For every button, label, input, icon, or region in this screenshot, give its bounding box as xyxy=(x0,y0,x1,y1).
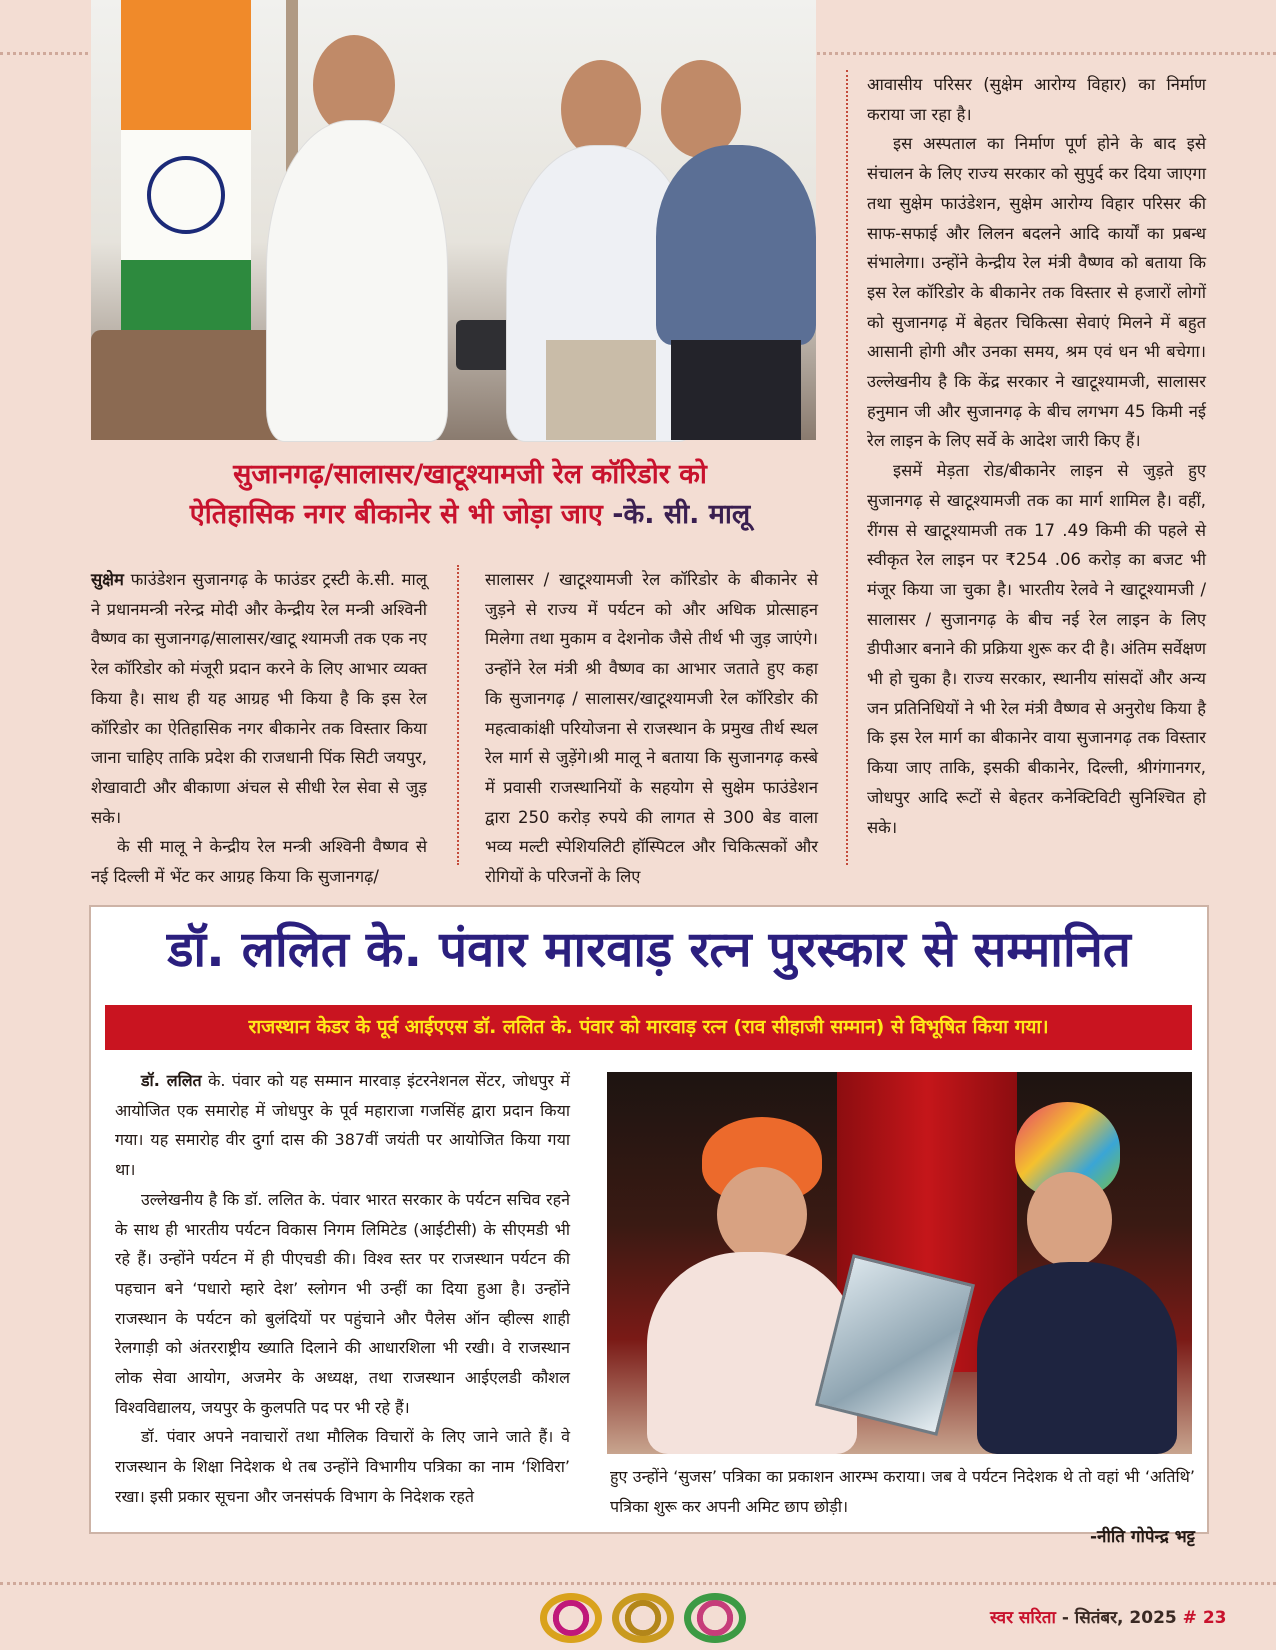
footer-magazine: स्वर सरिता xyxy=(990,1608,1056,1628)
article2-column-right xyxy=(610,1462,1195,1522)
article1-author: -के. सी. मालू xyxy=(612,499,751,530)
article2-para1: के. पंवार को यह सम्मान मारवाड़ इंटरनेशनल सेंटर, जोधपुर में आयोजित एक समारोह में जोधपुर के पूर्व महाराजा गजसिंह द्वारा प्रदान किया गया। यह समारोह वीर दुर्गा दास की 387वीं जयंती पर आयोजित किया गया था। xyxy=(115,1071,570,1180)
award-ceremony-photo xyxy=(607,1072,1192,1454)
article1-headline-line2 xyxy=(110,495,830,535)
article1-headline-line1: सुजानगढ़/सालासर/खाटूश्यामजी रेल कॉरिडोर को xyxy=(233,459,707,490)
article2-signoff: -नीति गोपेन्द्र भट्ट xyxy=(1090,1527,1195,1547)
article1-col3-para2: इस अस्पताल का निर्माण पूर्ण होने के बाद इसे संचालन के लिए राज्य सरकार को सुपुर्द कर दिया जाएगा तथा सुक्षेम फाउंडेशन, सुक्षेम आरोग्य विहार परिसर की साफ-सफाई और लिलन बदलने आदि कार्यों का प्रबन्ध संभालेगा। उन्होंने केन्द्रीय रेल मंत्री वैष्णव को बताया कि इस रेल कॉरिडोर के बीकानेर तक विस्तार से हजारों लोगों को सुजानगढ़ में बेहतर चिकित्सा सेवाएं मिलने में बहुत आसानी होगी और उनका समय, श्रम एवं धन भी बचेगा। उल्लेखनीय है कि केंद्र सरकार ने खाटूश्यामजी, सालासर हनुमान जी और सुजानगढ़ के बीच लगभग 45 किमी नई रेल लाइन के लिए सर्वे के आदेश जारी किए हैं। xyxy=(867,134,1206,451)
column-separator-right xyxy=(846,70,848,865)
article2-lead: डॉ. ललित xyxy=(141,1071,202,1090)
article1-column3 xyxy=(867,70,1206,890)
bottom-dotted-divider xyxy=(0,1582,1276,1585)
article1-headline-line2-text: ऐतिहासिक नगर बीकानेर से भी जोड़ा जाए xyxy=(189,499,603,530)
footer-hash: # xyxy=(1182,1608,1197,1628)
article2-column-left xyxy=(115,1066,570,1518)
article1-lead-word: सुक्षेम xyxy=(91,570,124,589)
article2-para4: हुए उन्होंने ‘सुजस’ पत्रिका का प्रकाशन आरम्भ कराया। जब वे पर्यटन निदेशक थे तो वहां भी ‘अतिथि’ पत्रिका शुरू कर अपनी अमिट छाप छोड़ी। xyxy=(610,1467,1195,1516)
article2-title: डॉ. ललित के. पंवार मारवाड़ रत्न पुरस्कार से सम्मानित xyxy=(167,921,1131,978)
article1-column2 xyxy=(485,565,818,887)
article1-col3-para3: इसमें मेड़ता रोड/बीकानेर लाइन से जुड़ते हुए सुजानगढ़ से खाटूश्यामजी तक का मार्ग शामिल है। वहीं, रींगस से खाटूश्यामजी तक 17 .49 किमी की पहले से स्वीकृत रेल लाइन पर ₹254 .06 करोड़ का बजट भी मंजूर किया जा चुका है। भारतीय रेलवे ने खाटूश्यामजी / सालासर / सुजानगढ़ के बीच नई रेल लाइन के लिए डीपीआर बनाने की प्रक्रिया शुरू कर दी है। अंतिम सर्वेक्षण भी हो चुका है। राज्य सरकार, स्थानीय सांसदों और अन्य जन प्रतिनिधियों ने भी रेल मंत्री वैष्णव से अनुरोध किया है कि इस रेल मार्ग का बीकानेर वाया सुजानगढ़ तक विस्तार किया जाए ताकि, इसकी बीकानेर, दिल्ली, श्रीगंगानगर, जोधपुर आदि रूटों से बेहतर कनेक्टिविटी सुनिश्चित हो सके। xyxy=(867,461,1206,837)
article1-col1-para1: फाउंडेशन सुजानगढ़ के फाउंडर ट्रस्टी के.सी. मालू ने प्रधानमन्त्री नरेन्द्र मोदी और केन्द्रीय रेल मन्त्री अश्विनी वैष्णव का सुजानगढ़/सालासर/खाटू श्यामजी तक एक नए रेल कॉरिडोर को मंजूरी प्रदान करने के लिए आभार व्यक्त किया है। साथ ही यह आग्रह भी किया है कि इस रेल कॉरिडोर का ऐतिहासिक नगर बीकानेर तक विस्तार किया जाना चाहिए ताकि प्रदेश की राजधानी पिंक सिटी जयपुर, शेखावाटी और बीकाणा अंचल से सीधी रेल सेवा से जुड़ सके। xyxy=(91,570,427,827)
bangles-icon xyxy=(540,1593,750,1643)
footer-issue: सितंबर, 2025 xyxy=(1074,1608,1177,1628)
page-footer: स्वर सरिता - सितंबर, 2025 # 23 xyxy=(990,1608,1227,1628)
footer-page-number: 23 xyxy=(1202,1608,1227,1628)
article2-para2: उल्लेखनीय है कि डॉ. ललित के. पंवार भारत सरकार के पर्यटन सचिव रहने के साथ ही भारतीय पर्यटन विकास निगम लिमिटेड (आईटीसी) के सीएमडी भी रहे हैं। उन्होंने पर्यटन में ही पीएचडी की। विश्व स्तर पर राजस्थान पर्यटन की पहचान बने ‘पधारो म्हारे देश’ स्लोगन भी उन्हीं का दिया हुआ है। उन्होंने राजस्थान के पर्यटन को बुलंदियों पर पहुंचाने और पैलेस ऑन व्हील्स शाही रेलगाड़ी को अंतरराष्ट्रीय ख्याति दिलाने की आधारशिला भी रखी। वे राजस्थान लोक सेवा आयोग, अजमेर के अध्यक्ष, तथा राजस्थान आईएलडी कौशल विश्वविद्यालय, जयपुर के कुलपति पद पर भी रहे हैं। xyxy=(115,1189,570,1417)
article1-column1 xyxy=(91,565,427,887)
four-men-meeting-photo xyxy=(91,0,816,440)
article2-banner: राजस्थान केडर के पूर्व आईएएस डॉ. ललित के. पंवार को मारवाड़ रत्न (राव सीहाजी सम्मान) से विभूषित किया गया। xyxy=(105,1005,1192,1050)
article1-col1-para2: के सी मालू ने केन्द्रीय रेल मन्त्री अश्विनी वैष्णव से नई दिल्ली में भेंट कर आग्रह किया कि सुजानगढ़/ xyxy=(91,837,427,887)
article1-col3-para1: आवासीय परिसर (सुक्षेम आरोग्य विहार) का निर्माण कराया जा रहा है। xyxy=(867,75,1206,124)
article1-headline xyxy=(110,455,830,535)
article1-col2-para1: सालासर / खाटूश्यामजी रेल कॉरिडोर के बीकानेर से जुड़ने से राज्य में पर्यटन को और अधिक प्रोत्साहन मिलेगा तथा मुकाम व देशनोक जैसे तीर्थ भी जुड़ जाएंगे। उन्होंने रेल मंत्री श्री वैष्णव का आभार जताते हुए कहा कि सुजानगढ़ / सालासर/खाटूश्यामजी रेल कॉरिडोर की महत्वाकांक्षी परियोजना से राजस्थान के प्रमुख तीर्थ स्थल रेल मार्ग से जुड़ेंगे।श्री मालू ने बताया कि सुजानगढ़ कस्बे में प्रवासी राजस्थानियों के सहयोग से सुक्षेम फाउंडेशन द्वारा 250 करोड़ रुपये की लागत से 300 बेड वाला भव्य मल्टी स्पेशियलिटी हॉस्पिटल और चिकित्सकों और रोगियों के परिजनों के लिए xyxy=(485,570,818,887)
article2-para3: डॉ. पंवार अपने नवाचारों तथा मौलिक विचारों के लिए जाने जाते हैं। वे राजस्थान के शिक्षा निदेशक थे तब उन्होंने विभागीय पत्रिका का नाम ‘शिविरा’ रखा। इसी प्रकार सूचना और जनसंपर्क विभाग के निदेशक रहते xyxy=(115,1427,570,1506)
column-separator xyxy=(457,565,459,865)
